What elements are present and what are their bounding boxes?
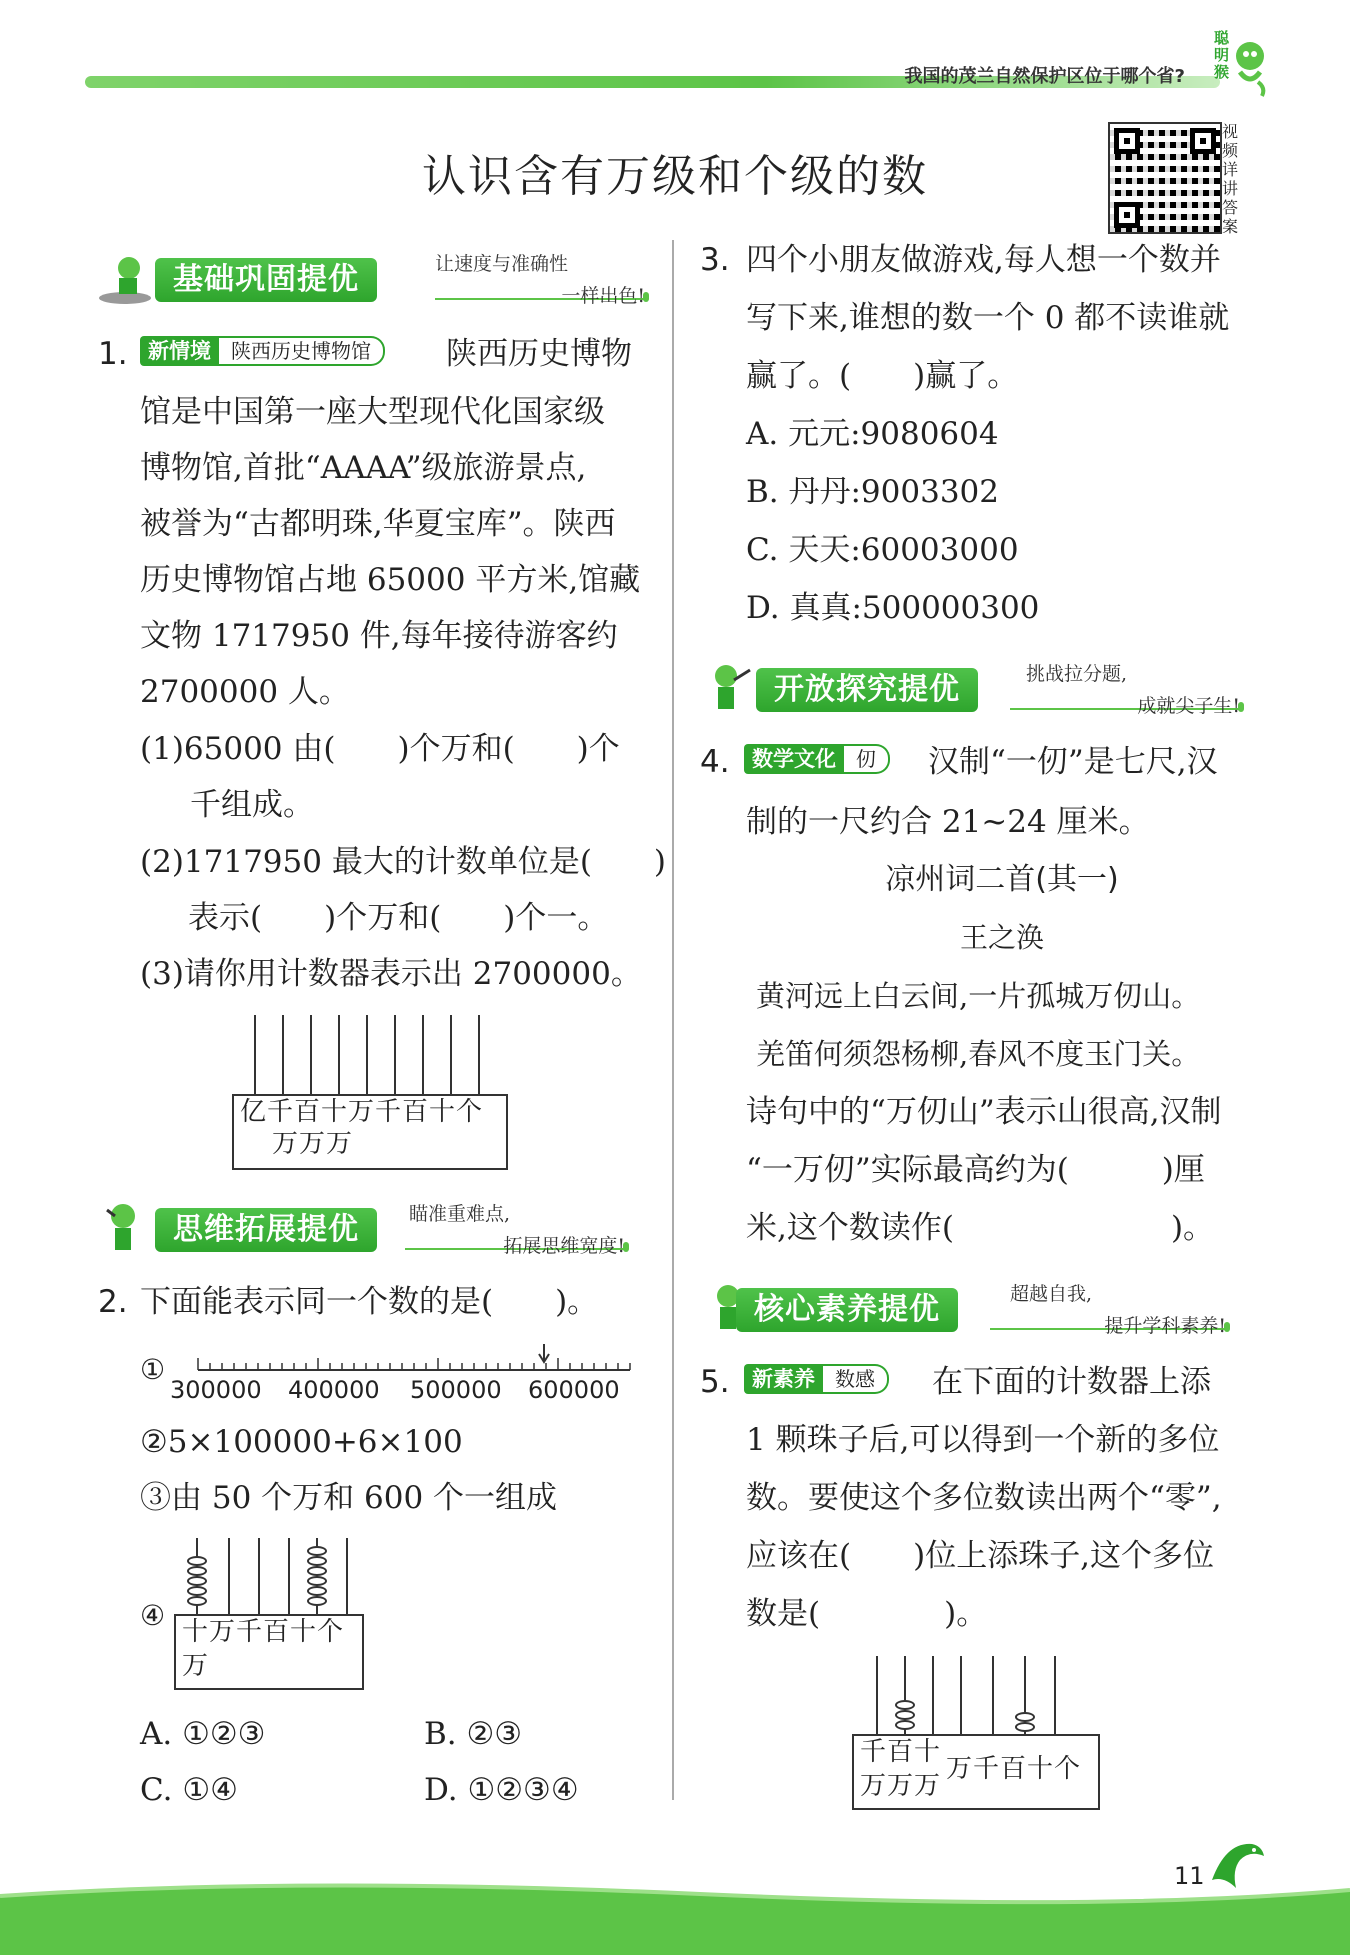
q2-choice-d: D. ①②③④ [424, 1772, 579, 1808]
q4-poem-title: 凉州词二首(其一) [885, 862, 1119, 897]
q5-line-2: 数。要使这个多位数读出两个“零”, [746, 1480, 1222, 1516]
mascot-skateboard-icon [95, 250, 155, 308]
q2-number: 2. [98, 1284, 128, 1320]
q4-line3: 诗句中的“万仞山”表示山很高,汉制 [746, 1094, 1222, 1130]
q3-line-0: 四个小朋友做游戏,每人想一个数并 [746, 242, 1221, 278]
q5-tag: 新素养 [744, 1364, 823, 1394]
q4-line5: 米,这个数读作( )。 [746, 1210, 1215, 1246]
mascot-explorer-icon [700, 660, 760, 718]
section-thinking-label: 思维拓展提优 [155, 1208, 377, 1252]
q3-option-c: C. 天天:60003000 [746, 532, 1019, 568]
q1-sub1a: (1)65000 由( )个万和( )个 [140, 731, 620, 767]
q2-ruler-label-3: 600000 [528, 1376, 620, 1404]
q2-abacus-row2: 万 [182, 1651, 209, 1681]
section-core-label: 核心素养提优 [736, 1288, 958, 1332]
page-title: 认识含有万级和个级的数 [422, 151, 928, 202]
q2-opt3: ③由 50 个万和 600 个一组成 [140, 1480, 558, 1516]
q2-stem: 下面能表示同一个数的是( )。 [140, 1284, 599, 1320]
q1-sub2b: 表示( )个万和( )个一。 [188, 900, 609, 936]
q2-choice-c: C. ①④ [140, 1772, 238, 1808]
column-divider [672, 240, 674, 1800]
q3-line-1: 写下来,谁想的数一个 0 都不读谁就 [746, 300, 1230, 336]
qr-code-icon[interactable] [1108, 122, 1222, 234]
section-core-slogan2: 提升学科素养! [1104, 1315, 1226, 1337]
q1-sub3: (3)请你用计数器表示出 2700000。 [140, 956, 642, 992]
header-question: 我国的茂兰自然保护区位于哪个省? [904, 66, 1185, 87]
q1-line-6: 2700000 人。 [140, 674, 350, 710]
q3-option-a: A. 元元:9080604 [746, 416, 999, 452]
q1-line-5: 文物 1717950 件,每年接待游客约 [140, 618, 618, 654]
q1-tags [140, 336, 385, 366]
q4-tag2: 仞 [844, 744, 890, 774]
section-open-label: 开放探究提优 [756, 668, 978, 712]
q3-number: 3. [700, 242, 730, 278]
mascot-thinker-icon [95, 1200, 155, 1258]
q4-poem-author: 王之涣 [959, 921, 1044, 954]
q1-tag2: 陕西历史博物馆 [219, 336, 385, 366]
section-thinking-slogan1: 瞄准重难点, [409, 1203, 511, 1225]
q4-number: 4. [700, 744, 730, 780]
qr-label: 视频详讲答案 [1222, 122, 1239, 236]
section-thinking-header [95, 1203, 635, 1257]
q4-line2: 制的一尺约合 21~24 厘米。 [746, 804, 1150, 840]
q2-opt2: ②5×100000+6×100 [140, 1424, 463, 1460]
q5-tag2: 数感 [823, 1364, 889, 1394]
q2-choice-b: B. ②③ [424, 1716, 523, 1752]
q2-number-line [170, 1340, 640, 1380]
section-basic-slogan2: 一样出色! [561, 285, 645, 307]
q2-ruler-label-1: 400000 [288, 1376, 380, 1404]
q2-ruler-label-2: 500000 [410, 1376, 502, 1404]
q3-line-2: 赢了。( )赢了。 [746, 358, 1019, 394]
q1-number: 1. [98, 336, 128, 372]
q1-line-1: 馆是中国第一座大型现代化国家级 [140, 394, 605, 430]
q5-number: 5. [700, 1364, 730, 1400]
q4-line4: “一万仞”实际最高约为( )厘 [746, 1152, 1205, 1188]
q2-opt1-marker: ① [140, 1353, 166, 1386]
q5-line-4: 数是( )。 [746, 1596, 988, 1632]
q5-abacus-row3: 万千百十个 [946, 1754, 1082, 1784]
q4-poem-line2: 羌笛何须怨杨柳,春风不度玉门关。 [756, 1037, 1201, 1071]
q1-tag: 新情境 [140, 336, 219, 366]
q4-poem-line1: 黄河远上白云间,一片孤城万仞山。 [756, 979, 1201, 1013]
q2-ruler-label-0: 300000 [170, 1376, 262, 1404]
q5-abacus-row2: 万万万 [860, 1771, 942, 1801]
section-thinking-slogan2: 拓展思维宽度! [503, 1235, 625, 1257]
page-number: 11 [1174, 1862, 1205, 1890]
q1-abacus-row2: 万万万 [272, 1129, 354, 1159]
q1-sub2a: (2)1717950 最大的计数单位是( ) [140, 844, 667, 880]
q1-abacus-row1: 亿千百十万千百十个 [240, 1097, 484, 1127]
section-basic-slogan1: 让速度与准确性 [435, 253, 569, 275]
q4-tags [744, 744, 890, 774]
q5-line-3: 应该在( )位上添珠子,这个多位 [746, 1538, 1215, 1574]
q5-line-0: 在下面的计数器上添 [932, 1364, 1211, 1400]
section-core-slogan1: 超越自我, [1010, 1283, 1093, 1305]
q3-option-d: D. 真真:500000300 [746, 590, 1040, 626]
q2-opt4-marker: ④ [140, 1599, 166, 1632]
q1-line-0: 陕西历史博物 [446, 336, 632, 372]
section-core-header [700, 1283, 1240, 1337]
dolphin-icon [1206, 1836, 1268, 1898]
q4-tag: 数学文化 [744, 744, 844, 774]
q2-abacus-row1: 十万千百十个 [182, 1617, 345, 1647]
q5-line-1: 1 颗珠子后,可以得到一个新的多位 [746, 1422, 1220, 1458]
q2-choice-a: A. ①②③ [140, 1716, 266, 1752]
brand-text: 聪明猴 [1214, 29, 1230, 81]
footer-wave [0, 1856, 1350, 1955]
q1-line-4: 历史博物馆占地 65000 平方米,馆藏 [140, 562, 641, 598]
q5-tags [744, 1364, 889, 1394]
q3-option-b: B. 丹丹:9003302 [746, 474, 999, 510]
section-open-slogan2: 成就尖子生! [1137, 695, 1240, 717]
section-open-slogan1: 挑战拉分题, [1026, 663, 1128, 685]
q1-sub1b: 千组成。 [190, 787, 314, 823]
q4-line1: 汉制“一仞”是七尺,汉 [928, 744, 1218, 780]
section-basic-label: 基础巩固提优 [155, 258, 377, 302]
section-basic-header [95, 253, 655, 307]
q1-line-3: 被誉为“古都明珠,华夏宝库”。陕西 [140, 506, 616, 542]
q5-abacus-row1: 千百十 [860, 1737, 942, 1767]
q1-line-2: 博物馆,首批“AAAA”级旅游景点, [140, 450, 587, 486]
section-open-header [700, 663, 1260, 717]
